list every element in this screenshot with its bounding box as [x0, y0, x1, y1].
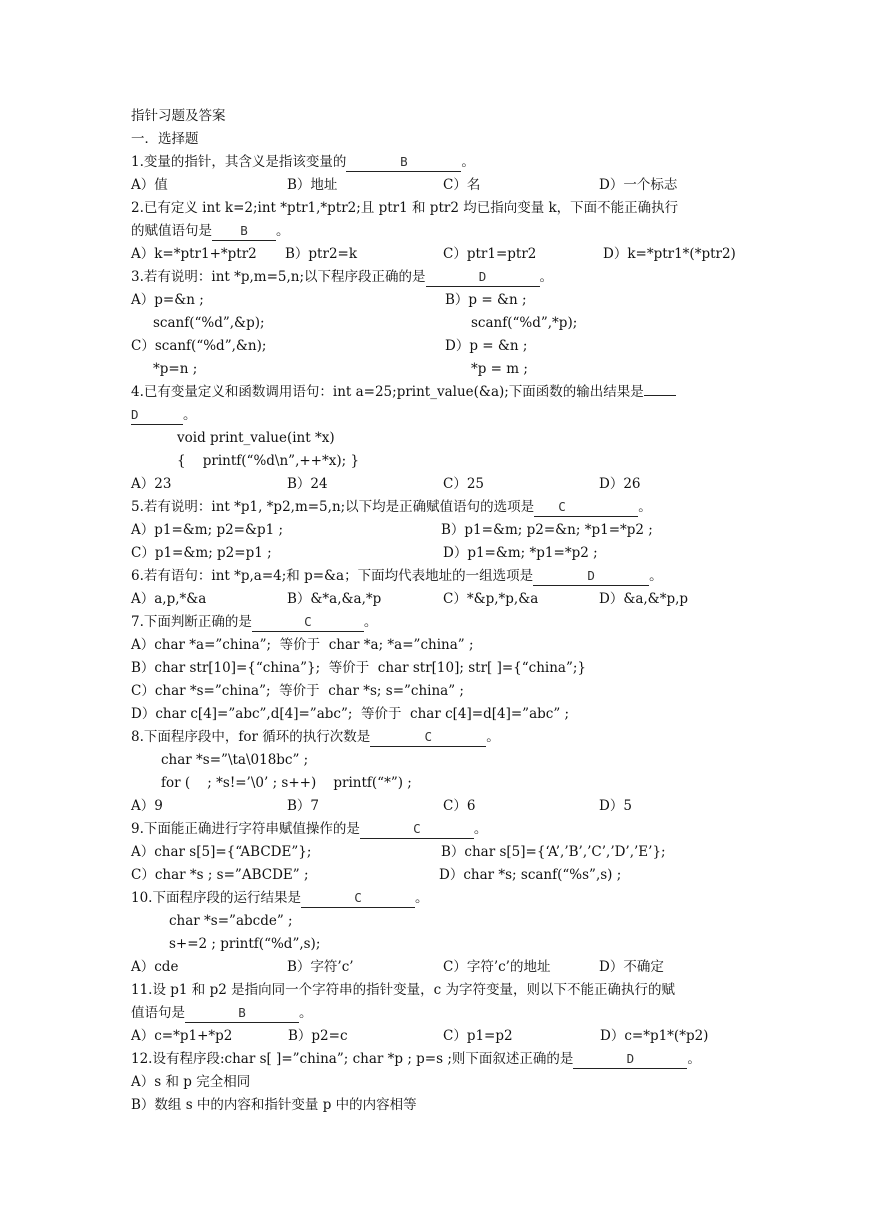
- option-c-line2: *p=n ;: [153, 361, 198, 377]
- option-c: C）6: [443, 798, 476, 814]
- option-b-line2: scanf(“%d”,*p);: [471, 315, 578, 331]
- question-12: 12.设有程序段:char s[ ]=”china”; char *p ; p=s ;则下面叙述正确的是 D 。: [131, 1051, 701, 1067]
- option-a: A）s 和 p 完全相同: [131, 1074, 251, 1090]
- option-a: A）cde: [131, 959, 179, 975]
- code-line: for ( ; *s!=’\0’ ; s++) printf(“*”) ;: [161, 775, 412, 791]
- option-b: B）char str[10]={“china”}; 等价于 char str[10]; str[ ]={“china”;}: [131, 660, 587, 676]
- option-c: C）字符’c’的地址: [443, 959, 551, 975]
- option-a: A）char s[5]={“ABCDE”};: [131, 844, 312, 860]
- question-2-cont: 的赋值语句是 B 。: [131, 223, 290, 239]
- question-3: 3.若有说明：int *p,m=5,n;以下程序段正确的是 D 。: [131, 269, 554, 285]
- answer-blank: C: [252, 613, 364, 632]
- question-10: 10.下面程序段的运行结果是 C 。: [131, 890, 429, 906]
- code-line: char *s=”\ta\018bc” ;: [161, 752, 309, 768]
- question-4-cont: D 。: [131, 407, 197, 423]
- option-c: C）p1=p2: [443, 1028, 513, 1044]
- option-b: B）char s[5]={‘A’,’B’,’C’,’D’,’E’};: [441, 844, 666, 860]
- option-d: D）c=*p1*(*p2): [600, 1028, 709, 1044]
- option-a: A）p1=&m; p2=&p1 ;: [131, 522, 284, 538]
- option-c: C）25: [443, 476, 485, 492]
- option-c: C）char *s ; s=”ABCDE” ;: [131, 867, 309, 883]
- option-d: D）26: [599, 476, 641, 492]
- option-c: C）scanf(“%d”,&n);: [131, 338, 267, 354]
- answer-blank: D: [131, 406, 183, 425]
- answer-blank: B: [185, 1004, 299, 1023]
- option-d: D）p1=&m; *p1=*p2 ;: [443, 545, 598, 561]
- question-11-cont: 值语句是 B 。: [131, 1005, 313, 1021]
- option-c: C）char *s=”china”; 等价于 char *s; s=”china” ;: [131, 683, 464, 699]
- document-title: 指针习题及答案: [131, 108, 226, 124]
- option-a: A）k=*ptr1+*ptr2: [131, 246, 257, 262]
- option-a: A）a,p,*&a: [131, 591, 207, 607]
- option-b: B）&*a,&a,*p: [287, 591, 382, 607]
- answer-blank: D: [533, 567, 649, 586]
- option-c: C）名: [443, 177, 481, 193]
- option-c: C）*&p,*p,&a: [443, 591, 539, 607]
- answer-blank: B: [212, 222, 276, 241]
- option-d: D）k=*ptr1*(*ptr2): [603, 246, 736, 262]
- option-a: A）23: [131, 476, 172, 492]
- answer-blank: B: [346, 153, 461, 172]
- option-d: D）不确定: [599, 959, 664, 975]
- question-text: 1.变量的指针，其含义是指该变量的: [131, 154, 347, 170]
- code-line: void print_value(int *x): [177, 430, 335, 446]
- option-b: B）字符’c’: [287, 959, 354, 975]
- option-b: B）p = &n ;: [445, 292, 527, 308]
- option-a: A）9: [131, 798, 163, 814]
- answer-blank: D: [426, 268, 540, 287]
- question-7: 7.下面判断正确的是 C 。: [131, 614, 378, 630]
- question-5: 5.若有说明：int *p1, *p2,m=5,n;以下均是正确赋值语句的选项是 C 。: [131, 499, 652, 515]
- option-c: C）p1=&m; p2=p1 ;: [131, 545, 272, 561]
- option-b: B）ptr2=k: [285, 246, 358, 262]
- option-a: A）c=*p1+*p2: [131, 1028, 233, 1044]
- option-b: B）24: [287, 476, 328, 492]
- option-d: D）char *s; scanf(“%s”,s) ;: [439, 867, 622, 883]
- option-c: C）ptr1=ptr2: [443, 246, 537, 262]
- answer-blank: C: [301, 889, 415, 908]
- option-d: D）char c[4]=”abc”,d[4]=”abc”; 等价于 char c[4]=d[4]=”abc” ;: [131, 706, 570, 722]
- question-2: 2.已有定义 int k=2;int *ptr1,*ptr2;且 ptr1 和 ptr2 均已指向变量 k，下面不能正确执行: [131, 200, 679, 216]
- section-heading: 一．选择题: [131, 131, 199, 147]
- option-d: D）p = &n ;: [445, 338, 528, 354]
- question-9: 9.下面能正确进行字符串赋值操作的是 C 。: [131, 821, 488, 837]
- option-d: D）&a,&*p,p: [599, 591, 689, 607]
- option-b: B）7: [287, 798, 320, 814]
- code-line: char *s=”abcde” ;: [169, 913, 293, 929]
- option-b: B）地址: [287, 177, 338, 193]
- option-b: B）p2=c: [288, 1028, 348, 1044]
- answer-blank: C: [534, 498, 638, 517]
- question-4: 4.已有变量定义和函数调用语句：int a=25;print_value(&a);下面函数的输出结果是: [131, 383, 676, 401]
- question-6: 6.若有语句：int *p,a=4;和 p=&a；下面均代表地址的一组选项是 D 。: [131, 568, 663, 584]
- option-a: A）char *a=”china”; 等价于 char *a; *a=”china” ;: [131, 637, 474, 653]
- code-line: { printf(“%d\n”,++*x); }: [177, 453, 360, 469]
- option-b: B）p1=&m; p2=&n; *p1=*p2 ;: [441, 522, 653, 538]
- question-1: 1.变量的指针，其含义是指该变量的 B 。: [131, 154, 475, 170]
- question-11: 11.设 p1 和 p2 是指向同一个字符串的指针变量，c 为字符变量，则以下不能正确执行的赋: [131, 982, 675, 998]
- answer-blank: C: [360, 820, 474, 839]
- option-d-line2: *p = m ;: [471, 361, 528, 377]
- option-b: B）数组 s 中的内容和指针变量 p 中的内容相等: [131, 1097, 417, 1113]
- answer-blank: C: [370, 728, 486, 747]
- answer-blank: D: [573, 1050, 687, 1069]
- option-a: A）值: [131, 177, 168, 193]
- option-a: A）p=&n ;: [131, 292, 204, 308]
- code-line: s+=2 ; printf(“%d”,s);: [169, 936, 321, 952]
- option-d: D）5: [599, 798, 632, 814]
- option-d: D）一个标志: [599, 177, 678, 193]
- answer-blank-part1: [644, 395, 676, 396]
- option-a-line2: scanf(“%d”,&p);: [153, 315, 265, 331]
- question-8: 8.下面程序段中，for 循环的执行次数是 C 。: [131, 729, 500, 745]
